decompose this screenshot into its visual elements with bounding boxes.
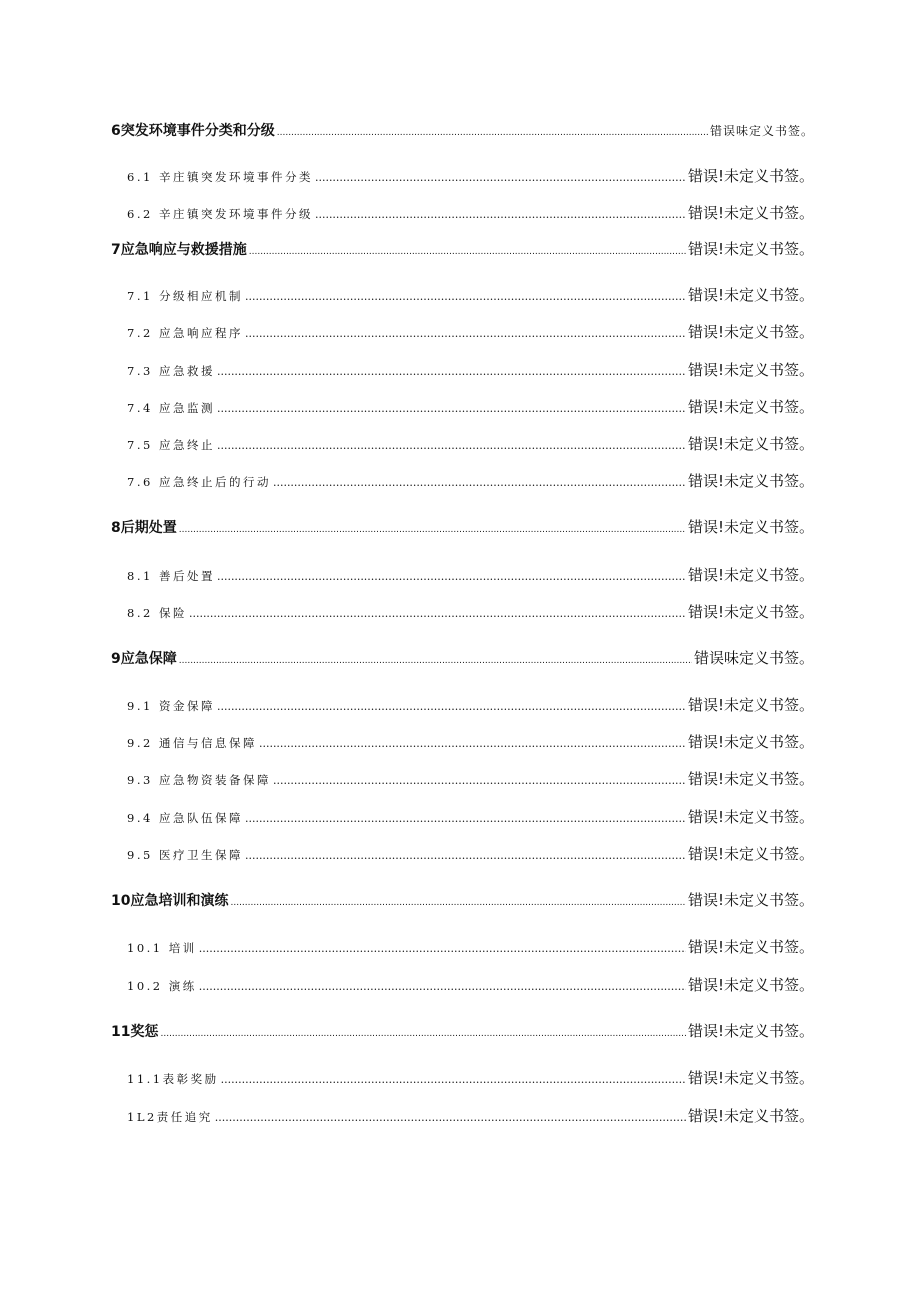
toc-dot-leader [217,365,686,378]
toc-dot-leader [217,439,686,452]
toc-entry-title: 11.1表彰奖励 [127,1072,219,1086]
toc-section-entry[interactable] [0,321,920,342]
toc-entry-title: 6突发环境事件分类和分级 [111,123,275,139]
toc-dot-leader [217,402,686,415]
toc-entry-title: 9.2 通信与信息保障 [127,736,257,750]
toc-entry-title: 10应急培训和演练 [111,893,229,909]
toc-entry-title: 7.6 应急终止后的行动 [127,475,271,489]
toc-section-entry[interactable] [0,470,920,491]
toc-dot-leader [160,1029,686,1039]
toc-section-entry[interactable] [0,806,920,827]
toc-entry-page-reference: 错误!未定义书签。 [687,808,814,826]
toc-entry-page-reference: 错误!未定义书签。 [687,603,814,621]
toc-dot-leader [189,607,686,620]
toc-section-entry[interactable] [0,433,920,454]
toc-entry-title: 9.1 资金保障 [127,699,215,713]
toc-entry-page-reference: 错误!未定义书签。 [687,286,814,304]
toc-entry-title: 10.2 演练 [127,979,197,993]
toc-entry-page-reference: 错误!未定义书签。 [687,1022,814,1040]
toc-entry-page-reference: 错误味定义书签。 [693,649,814,667]
toc-section-entry[interactable] [0,694,920,715]
toc-section-entry[interactable] [0,165,920,186]
toc-entry-page-reference: 错误!未定义书签。 [687,472,814,490]
toc-dot-leader [217,700,686,713]
toc-entry-page-reference: 错误!未定义书签。 [687,167,814,185]
toc-dot-leader [230,898,686,908]
toc-entry-page-reference: 错误!未定义书签。 [687,938,814,956]
toc-entry-title: 8.1 善后处置 [127,569,215,583]
toc-dot-leader [249,247,686,257]
toc-dot-leader [199,942,686,955]
toc-entry-page-reference: 错误味定义书签。 [709,124,814,138]
toc-dot-leader [245,812,686,825]
toc-dot-leader [199,980,686,993]
toc-section-entry[interactable] [0,936,920,957]
toc-entry-title: 7.2 应急响应程序 [127,326,243,340]
toc-entry-page-reference: 错误!未定义书签。 [687,733,814,751]
toc-dot-leader [215,1111,686,1124]
toc-section-entry[interactable] [0,284,920,305]
toc-entry-title: 1L2责任追究 [127,1110,213,1124]
toc-entry-page-reference: 错误!未定义书签。 [687,435,814,453]
toc-dot-leader [259,737,686,750]
toc-section-entry[interactable] [0,974,920,995]
toc-entry-page-reference: 错误!未定义书签。 [687,1069,814,1087]
toc-chapter-entry[interactable] [0,889,920,910]
toc-dot-leader [245,290,686,303]
toc-entry-page-reference: 错误!未定义书签。 [687,891,814,909]
toc-section-entry[interactable] [0,396,920,417]
toc-section-entry[interactable] [0,564,920,585]
toc-section-entry[interactable] [0,202,920,223]
toc-section-entry[interactable] [0,1105,920,1126]
toc-dot-leader [277,128,708,138]
toc-entry-title: 7.4 应急监测 [127,401,215,415]
toc-section-entry[interactable] [0,1067,920,1088]
toc-entry-page-reference: 错误!未定义书签。 [687,518,814,536]
toc-entry-title: 7.5 应急终止 [127,438,215,452]
toc-dot-leader [245,849,686,862]
toc-chapter-entry[interactable] [0,238,920,259]
toc-dot-leader [179,656,692,666]
toc-entry-page-reference: 错误!未定义书签。 [687,696,814,714]
toc-chapter-entry[interactable] [0,647,920,668]
toc-section-entry[interactable] [0,843,920,864]
toc-entry-title: 11奖惩 [111,1024,159,1040]
toc-entry-page-reference: 错误!未定义书签。 [687,204,814,222]
toc-entry-page-reference: 错误!未定义书签。 [687,398,814,416]
toc-entry-page-reference: 错误!未定义书签。 [687,361,814,379]
toc-section-entry[interactable] [0,601,920,622]
toc-entry-title: 7应急响应与救援措施 [111,242,247,258]
toc-dot-leader [315,171,686,184]
toc-entry-page-reference: 错误!未定义书签。 [687,845,814,863]
toc-entry-page-reference: 错误!未定义书签。 [687,976,814,994]
toc-dot-leader [221,1073,686,1086]
toc-dot-leader [179,525,686,535]
toc-chapter-entry[interactable] [0,120,920,140]
toc-entry-title: 7.1 分级相应机制 [127,289,243,303]
toc-entry-page-reference: 错误!未定义书签。 [687,566,814,584]
toc-dot-leader [245,327,686,340]
toc-entry-page-reference: 错误!未定义书签。 [687,770,814,788]
toc-entry-title: 9应急保障 [111,651,177,667]
toc-dot-leader [315,208,686,221]
toc-dot-leader [273,476,686,489]
toc-entry-title: 10.1 培训 [127,941,197,955]
toc-entry-title: 8.2 保险 [127,606,187,620]
toc-entry-page-reference: 错误!未定义书签。 [687,240,814,258]
toc-entry-title: 6.1 辛庄镇突发环境事件分类 [127,170,313,184]
toc-entry-page-reference: 错误!未定义书签。 [687,1107,814,1125]
toc-dot-leader [273,774,686,787]
toc-chapter-entry[interactable] [0,516,920,537]
toc-entry-title: 9.5 医疗卫生保障 [127,848,243,862]
toc-entry-title: 6.2 辛庄镇突发环境事件分级 [127,207,313,221]
toc-entry-title: 7.3 应急救援 [127,364,215,378]
toc-chapter-entry[interactable] [0,1020,920,1041]
toc-entry-title: 9.3 应急物资装备保障 [127,773,271,787]
toc-section-entry[interactable] [0,768,920,789]
toc-section-entry[interactable] [0,731,920,752]
toc-entry-title: 8后期处置 [111,520,177,536]
toc-dot-leader [217,570,686,583]
toc-entry-page-reference: 错误!未定义书签。 [687,323,814,341]
toc-section-entry[interactable] [0,359,920,380]
toc-entry-title: 9.4 应急队伍保障 [127,811,243,825]
